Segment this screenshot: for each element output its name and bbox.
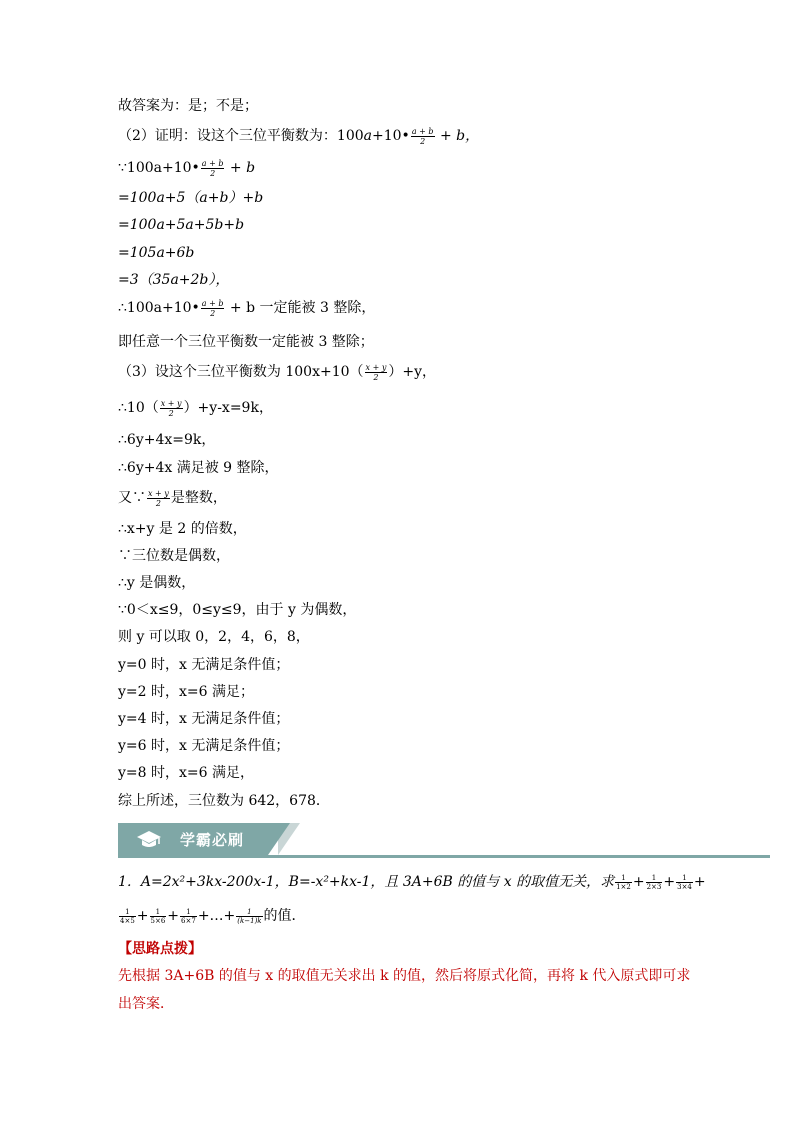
line-pre: ∴10（ xyxy=(118,400,159,416)
part3-line-5: ∴x+y 是 2 的倍数， xyxy=(118,521,247,537)
fraction-numerator: x + y xyxy=(365,362,387,372)
part3-line-14: y=8 时，x=6 满足， xyxy=(118,765,254,781)
step-line-3: =105a+6b xyxy=(118,245,195,261)
part3-line-13: y=6 时，x 无满足条件值； xyxy=(118,738,290,754)
fraction-denominator: 4×5 xyxy=(120,916,135,925)
fraction-1 xyxy=(615,874,632,891)
part3-line-2: ∴6y+4x=9k， xyxy=(118,432,216,448)
part2-label-line xyxy=(118,126,479,146)
line-post: ）+y-x=9k， xyxy=(183,400,273,416)
ellipsis: +…+ xyxy=(197,908,236,924)
expr-tail: + b， xyxy=(435,128,480,144)
fraction-numerator: 1 xyxy=(615,874,632,883)
hint-line-1: 先根据 3A+6B 的值与 x 的取值无关求出 k 的值，然后将原式化简，再将 k 代入原式即可求 xyxy=(118,968,691,984)
fraction-a-plus-b xyxy=(411,127,435,146)
part3-summary: 综上所述，三位数为 642，678． xyxy=(118,793,330,809)
fraction-numerator: 1 xyxy=(236,908,262,917)
part3-line-7: ∴y 是偶数， xyxy=(118,575,196,591)
fraction-last xyxy=(236,908,262,925)
step-line-4: =3（35a+2b）， xyxy=(118,272,230,288)
fraction-denominator: 2 xyxy=(373,372,379,382)
fraction-numerator: 1 xyxy=(180,908,197,917)
fraction-a-plus-b xyxy=(201,299,225,318)
because-tail: + b xyxy=(225,160,256,176)
because-pre: ∵100a+10• xyxy=(118,160,200,176)
fraction-numerator: x + y xyxy=(160,398,182,408)
part3-line-9: 则 y 可以取 0，2，4，6，8， xyxy=(118,629,310,645)
line-pre: 又∵ xyxy=(118,490,146,506)
fraction-a-plus-b xyxy=(201,159,225,178)
part3-line-1 xyxy=(118,398,273,418)
expr-pre: 100 xyxy=(336,128,364,144)
fraction-5 xyxy=(150,908,167,925)
therefore-tail: + b 一定能被 3 整除， xyxy=(225,300,376,316)
fraction-x-plus-y xyxy=(147,489,170,508)
part3-line-10: y=0 时，x 无满足条件值； xyxy=(118,657,290,673)
part3-line-8: ∵0＜x≤9，0≤y≤9，由于 y 为偶数， xyxy=(118,602,357,618)
part3-line-11: y=2 时，x=6 满足； xyxy=(118,684,254,700)
hint-heading: 【思路点拨】 xyxy=(118,941,202,957)
problem-end: 的值． xyxy=(263,908,306,924)
hint-line-2: 出答案． xyxy=(118,996,174,1012)
section-banner xyxy=(118,823,770,859)
fraction-denominator: 2 xyxy=(420,136,426,146)
because-line xyxy=(118,158,255,178)
fraction-numerator: 1 xyxy=(646,874,663,883)
fraction-denominator: 2×3 xyxy=(646,882,662,891)
fraction-denominator: 2 xyxy=(210,168,216,178)
part3-label-line xyxy=(118,362,436,382)
part3-label-pre: （3）设这个三位平衡数为 100x+10（ xyxy=(118,364,364,380)
fraction-denominator: 2 xyxy=(168,408,174,418)
banner-rule xyxy=(118,855,770,858)
fraction-numerator: x + y xyxy=(148,488,169,498)
fraction-numerator: a + b xyxy=(411,126,434,136)
fraction-denominator: 5×6 xyxy=(150,916,166,925)
fraction-denominator: 2 xyxy=(155,498,161,508)
part3-line-3: ∴6y+4x 满足被 9 整除， xyxy=(118,460,279,476)
fraction-numerator: 1 xyxy=(676,874,693,883)
fraction-4 xyxy=(119,908,136,925)
problem-line-1: 1．A=2x²+3kx-200x-1，B=-x²+kx-1，且 3A+6B 的值与 x 的取值无关，求 $\frac{1}{1\times 2}$ + $\frac{1}{2\times 3}$ + $\frac{1}{3\times 4}$ + xyxy=(118,873,706,891)
answer-line: 故答案为：是；不是； xyxy=(118,98,258,114)
line-post: 是整数， xyxy=(170,490,227,506)
problem-line-2: $\frac{1}{4\times 5}$ + $\frac{1}{5\times 6}$ + $\frac{1}{6\times 7}$ +…+ $\frac{1}{(k-1)k}$ 的值． xyxy=(120,907,306,925)
fraction-denominator: 1×2 xyxy=(616,882,631,891)
fraction-x-plus-y xyxy=(365,363,388,382)
therefore-pre: ∴100a+10• xyxy=(118,300,200,316)
part3-line-6: ∵三位数是偶数， xyxy=(118,548,230,564)
part2-label: （2）证明：设这个三位平衡数为： xyxy=(118,128,337,144)
banner-title: 学霸必刷 xyxy=(180,831,245,849)
fraction-x-plus-y xyxy=(160,399,183,418)
step-line-2: =100a+5a+5b+b xyxy=(118,217,245,233)
conclusion-line: 即任意一个三位平衡数一定能被 3 整除； xyxy=(118,334,374,350)
graduation-cap-icon xyxy=(136,829,162,849)
problem-text: 1．A=2x²+3kx-200x-1，B=-x²+kx-1，且 3A+6B 的值与 x 的取值无关，求 xyxy=(118,874,615,890)
fraction-2 xyxy=(646,874,663,891)
fraction-numerator: 1 xyxy=(119,908,136,917)
fraction-numerator: a + b xyxy=(201,298,224,308)
fraction-denominator: 6×7 xyxy=(181,916,196,925)
fraction-6 xyxy=(180,908,197,925)
part3-label-post: ）+y， xyxy=(388,364,436,380)
var-a: a xyxy=(363,128,373,144)
banner-corner xyxy=(268,823,290,855)
fraction-numerator: 1 xyxy=(150,908,167,917)
fraction-denominator: 2 xyxy=(210,308,216,318)
part3-line-12: y=4 时，x 无满足条件值； xyxy=(118,711,290,727)
plus10: +10• xyxy=(372,128,410,144)
step-line-1: =100a+5（a+b）+b xyxy=(118,190,264,206)
therefore-line xyxy=(118,298,375,318)
fraction-3 xyxy=(676,874,693,891)
fraction-denominator: 3×4 xyxy=(677,882,692,891)
part3-line-4 xyxy=(118,488,227,508)
fraction-numerator: a + b xyxy=(201,158,224,168)
fraction-denominator: (k−1)k xyxy=(237,916,262,925)
